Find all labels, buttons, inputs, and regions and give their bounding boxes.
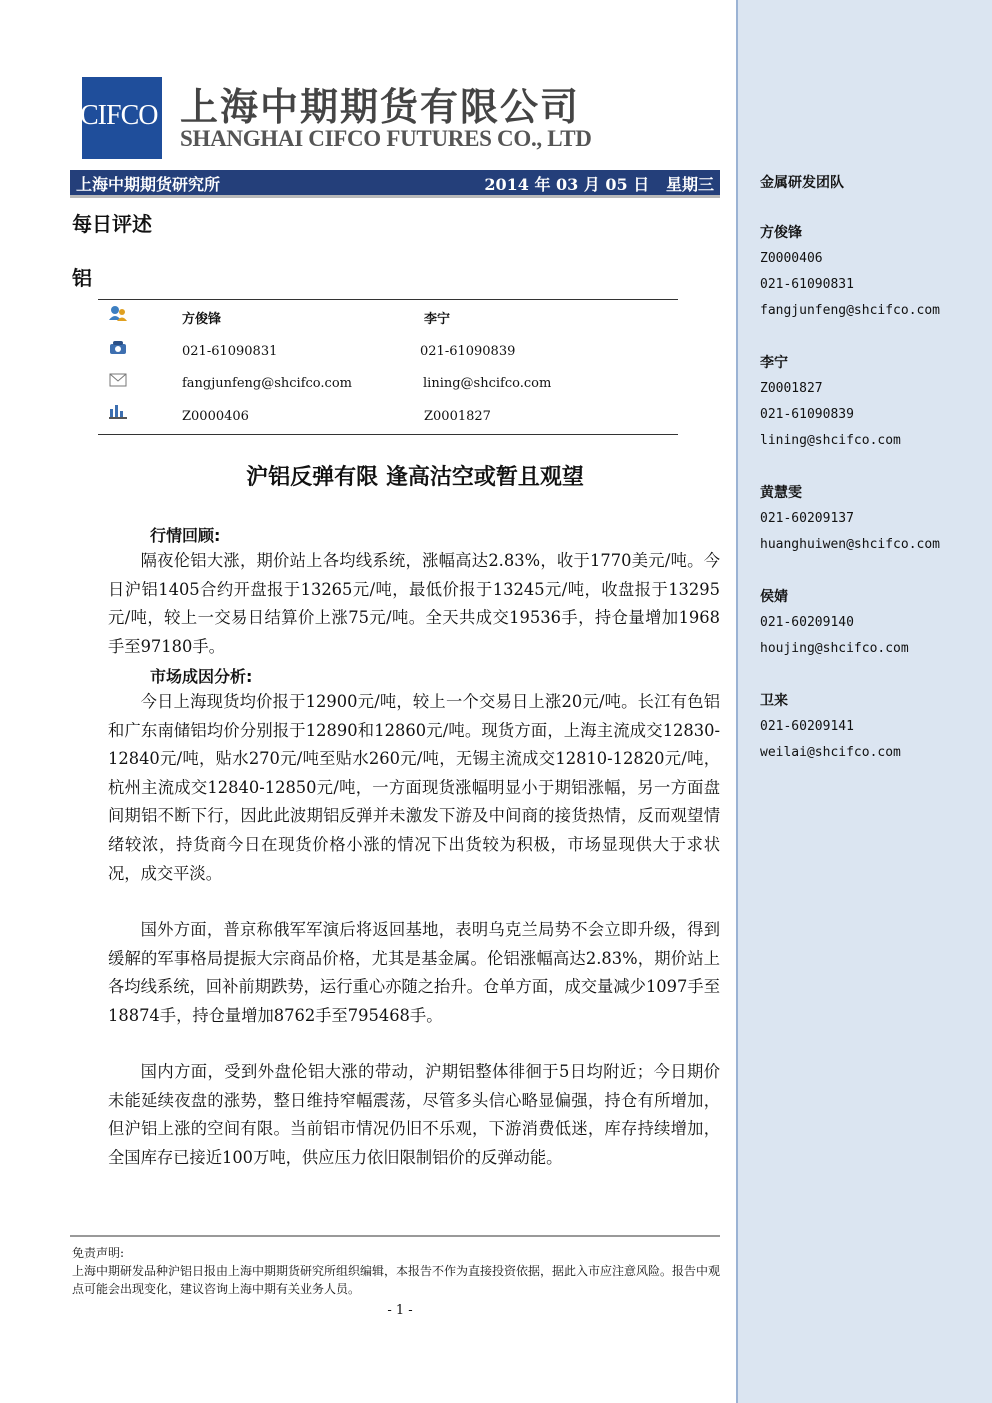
report-date: 2014 年 03 月 05 日 星期三 (484, 175, 714, 194)
member-name: 方俊锋 (760, 225, 802, 241)
team-member (760, 220, 940, 324)
company-name-en: SHANGHAI CIFCO FUTURES CO., LTD (180, 126, 592, 151)
member-email: lining@shcifco.com (760, 433, 901, 448)
team-member (760, 480, 940, 558)
member-phone: 021-60209137 (760, 511, 854, 526)
article-title: 沪铝反弹有限 逢高沽空或暂且观望 (246, 464, 584, 490)
header-bar (70, 170, 720, 198)
analyst-contact-table (98, 299, 678, 435)
contact-email-1: fangjunfeng@shcifco.com (182, 376, 352, 391)
market-review-heading: 行情回顾: (150, 526, 221, 545)
section-daily-commentary: 每日评述 (72, 212, 152, 236)
person-icon (108, 305, 128, 321)
contact-license-2: Z0001827 (424, 409, 491, 424)
analysis-paragraph-domestic: 国内方面，受到外盘伦铝大涨的带动，沪期铝整体徘徊于5日均附近；今日期价未能延续夜盘的涨势，整日维持窄幅震荡，尽管多头信心略显偏强，持仓有所增加，但沪铝上涨的空间有限。当前铝市情况仍旧不乐观，下游消费低迷，库存持续增加，全国库存已接近100万吨，供应压力依旧限制铝价的反弹动能。 (108, 1062, 720, 1167)
member-email: huanghuiwen@shcifco.com (760, 537, 941, 552)
member-name: 卫来 (760, 693, 788, 709)
email-icon (108, 372, 128, 388)
member-name: 黄慧雯 (760, 485, 802, 501)
page-number: - 1 - (387, 1303, 413, 1318)
disclaimer-heading: 免责声明: (72, 1246, 125, 1260)
license-icon (108, 403, 128, 419)
contact-phone-2: 021-61090839 (420, 344, 516, 359)
company-name-cn: 上海中期期货有限公司 (180, 85, 581, 129)
market-review-paragraph: 隔夜伦铝大涨，期价站上各均线系统，涨幅高达2.83%，收于1770美元/吨。今日沪铝1405合约开盘报于13265元/吨，最低价报于13245元/吨，收盘报于13295元/吨，较上一交易日结算价上涨75元/吨。全天共成交19536手，持仓量增加1968手至97180手。 (108, 551, 720, 656)
team-member (760, 350, 901, 454)
phone-icon (108, 340, 128, 356)
member-phone: 021-61090839 (760, 407, 854, 422)
footer-divider (70, 1235, 720, 1237)
member-phone: 021-60209140 (760, 615, 854, 630)
analysis-paragraph-foreign: 国外方面，普京称俄军军演后将返回基地，表明乌克兰局势不会立即升级，得到缓解的军事格局提振大宗商品价格，尤其是基金属。伦铝涨幅高达2.83%，期价站上各均线系统，回补前期跌势，运行重心亦随之抬升。仓单方面，成交量减少1097手至18874手，持仓量增加8762手至795468手。 (108, 920, 720, 1025)
institute-name: 上海中期期货研究所 (76, 175, 221, 194)
member-phone: 021-61090831 (760, 277, 854, 292)
team-member (760, 584, 909, 662)
member-email: houjing@shcifco.com (760, 641, 909, 656)
contact-phone-1: 021-61090831 (182, 344, 278, 359)
team-member (760, 688, 901, 766)
disclaimer-text: 上海中期研发品种沪铝日报由上海中期期货研究所组织编辑，本报告不作为直接投资依据，据此入市应注意风险。报告中观点可能会出现变化，建议咨询上海中期有关业务人员。 (72, 1264, 721, 1296)
analysis-paragraph-spot: 今日上海现货均价报于12900元/吨，较上一个交易日上涨20元/吨。长江有色铝和广东南储铝均价分别报于12890和12860元/吨。现货方面，上海主流成交12830-12840元/吨，贴水270元/吨至贴水260元/吨，无锡主流成交12810-12820元/吨，杭州主流成交12840-12850元/吨，一方面现货涨幅明显小于期铝涨幅，另一方面盘间期铝不断下行，因此此波期铝反弹并未激发下游及中间商的接货热情，反而观望情绪较浓，持货商今日在现货价格小涨的情况下出货较为积极，市场显现供大于求状况，成交平淡。 (108, 692, 720, 883)
contact-name-1: 方俊锋 (182, 312, 222, 327)
team-title: 金属研发团队 (760, 175, 844, 191)
member-name: 李宁 (760, 355, 788, 371)
member-email: fangjunfeng@shcifco.com (760, 303, 941, 318)
member-license: Z0000406 (760, 251, 823, 266)
section-metal: 铝 (72, 266, 92, 290)
member-email: weilai@shcifco.com (760, 745, 901, 760)
contact-name-2: 李宁 (424, 312, 451, 327)
member-phone: 021-60209141 (760, 719, 854, 734)
research-team-sidebar (736, 0, 992, 1403)
contact-license-1: Z0000406 (182, 409, 249, 424)
member-name: 侯婧 (760, 589, 788, 605)
contact-email-2: lining@shcifco.com (423, 376, 552, 391)
market-analysis-heading: 市场成因分析: (150, 667, 253, 686)
logo-text: CIFCO (80, 100, 158, 131)
member-license: Z0001827 (760, 381, 823, 396)
